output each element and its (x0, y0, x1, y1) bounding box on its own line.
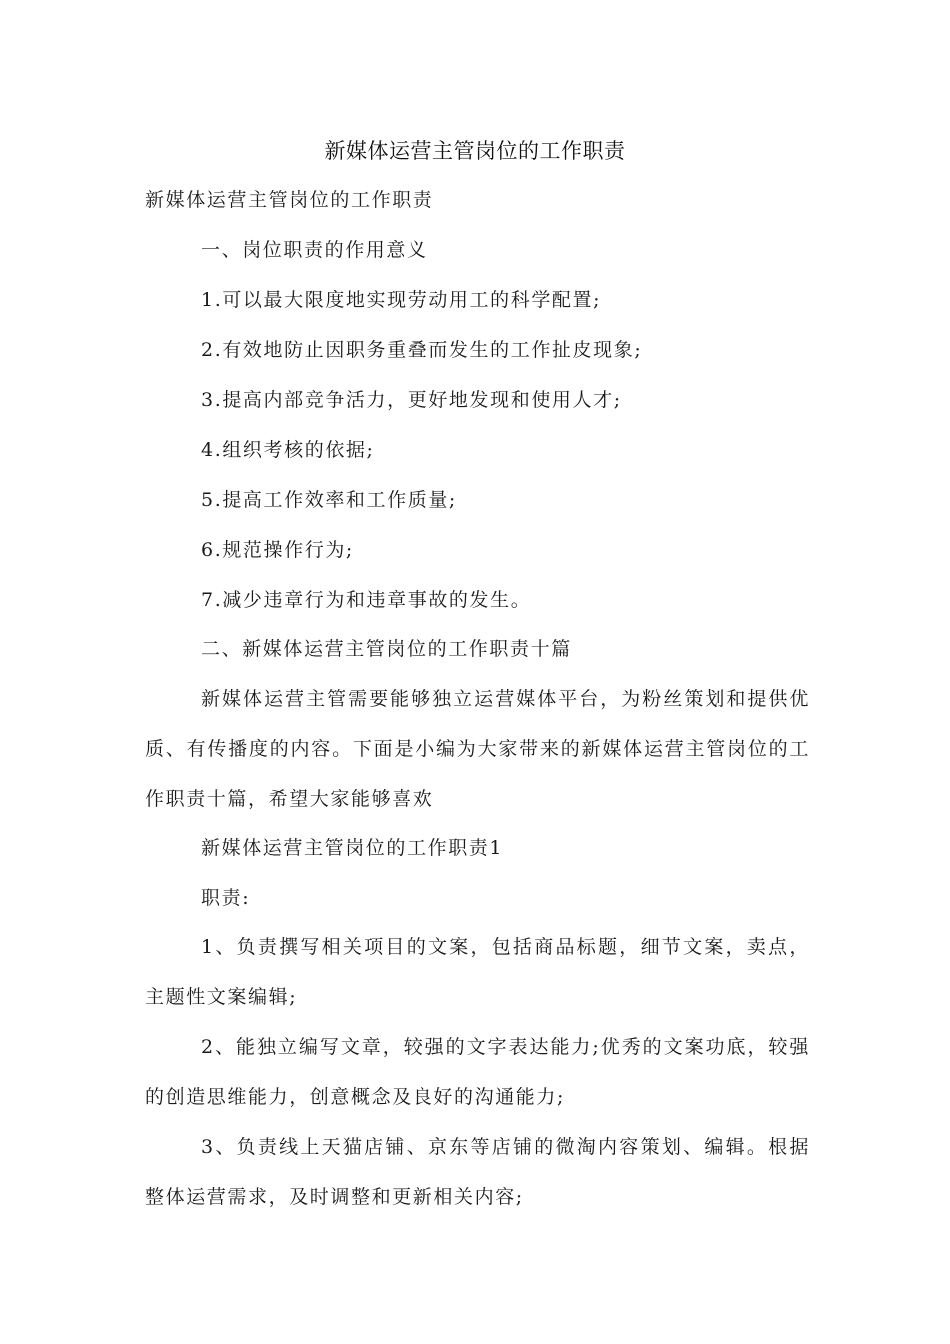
section-heading: 一、岗位职责的作用意义 (201, 239, 428, 261)
list-item: 2.有效地防止因职务重叠而发生的工作扯皮现象; (201, 339, 643, 361)
duty-paragraph: 1、负责撰写相关项目的文案，包括商品标题，细节文案，卖点，主题性文案编辑; (145, 936, 810, 1008)
list-item: 6.规范操作行为; (201, 539, 354, 561)
document-title: 新媒体运营主管岗位的工作职责 (324, 139, 626, 163)
intro-paragraph: 新媒体运营主管需要能够独立运营媒体平台，为粉丝策划和提供优质、有传播度的内容。下面是小编为大家带来的新媒体运营主管岗位的工作职责十篇，希望大家能够喜欢 (145, 688, 810, 810)
document-subtitle: 新媒体运营主管岗位的工作职责 (145, 189, 434, 211)
part-heading: 新媒体运营主管岗位的工作职责1 (201, 837, 504, 859)
duties-label: 职责: (201, 887, 251, 909)
list-item: 3.提高内部竞争活力，更好地发现和使用人才; (201, 389, 622, 411)
list-item: 7.减少违章行为和违章事故的发生。 (201, 589, 532, 611)
list-item: 5.提高工作效率和工作质量; (201, 489, 457, 511)
section-heading: 二、新媒体运营主管岗位的工作职责十篇 (201, 638, 572, 660)
duty-paragraph: 3、负责线上天猫店铺、京东等店铺的微淘内容策划、编辑。根据整体运营需求，及时调整和更新相关内容; (145, 1136, 810, 1208)
list-item: 1.可以最大限度地实现劳动用工的科学配置; (201, 289, 602, 311)
list-item: 4.组织考核的依据; (201, 439, 375, 461)
duty-paragraph: 2、能独立编写文章，较强的文字表达能力;优秀的文案功底，较强的创造思维能力，创意概念及良好的沟通能力; (145, 1036, 810, 1108)
